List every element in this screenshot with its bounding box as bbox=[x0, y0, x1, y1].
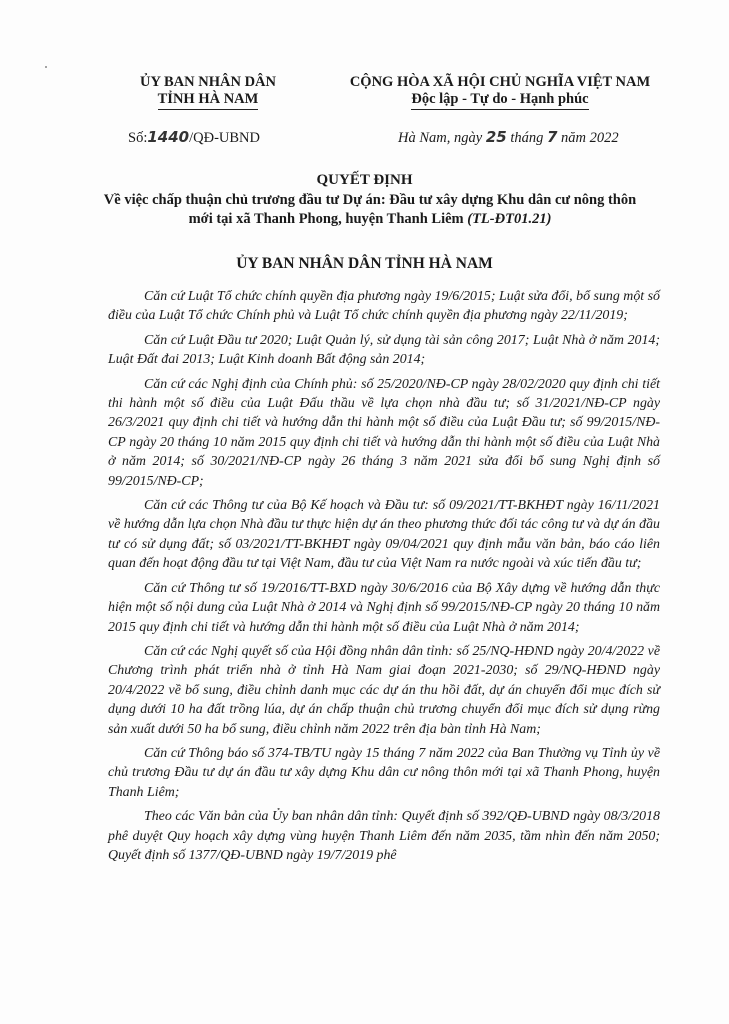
document-number bbox=[128, 128, 260, 147]
document-date bbox=[398, 128, 619, 147]
paragraph: Căn cứ Luật Đầu tư 2020; Luật Quản lý, sử dụng tài sản công 2017; Luật Nhà ở năm 2014; Luật Đất đai 2013; Luật Kinh doanh Bất động sản 2014; bbox=[108, 332, 660, 368]
date-month-label: tháng bbox=[510, 130, 544, 146]
date-month-handwritten: 7 bbox=[546, 128, 558, 146]
paragraph: Căn cứ Thông báo số 374-TB/TU ngày 15 tháng 7 năm 2022 của Ban Thường vụ Tỉnh ủy về chủ trương Đầu tư dự án đầu tư xây dựng Khu dân cư nông thôn mới tại xã Thanh Phong, huyện Thanh Liêm; bbox=[108, 745, 660, 800]
document-title: QUYẾT ĐỊNH bbox=[316, 172, 413, 188]
national-motto: Độc lập - Tự do - Hạnh phúc bbox=[411, 91, 588, 110]
issuer-heading: ỦY BAN NHÂN DÂN TỈNH HÀ NAM bbox=[236, 255, 493, 272]
paragraph: Căn cứ Thông tư số 19/2016/TT-BXD ngày 30/6/2016 của Bộ Xây dựng về hướng dẫn thực hiện một số nội dung của Luật Nhà ở 2014 và Nghị định số 99/2015/NĐ-CP ngày 20 tháng 10 năm 2015 quy định chi tiết và hướng dẫn thi hành một số điều của Luật Nhà ở năm 2014; bbox=[108, 580, 660, 635]
document-subtitle bbox=[90, 191, 650, 229]
agency-line-1: ỦY BAN NHÂN DÂN bbox=[139, 74, 276, 90]
national-header bbox=[310, 74, 690, 110]
legal-basis-body bbox=[108, 287, 660, 870]
doc-number-handwritten: 1440 bbox=[147, 128, 190, 146]
paragraph: Căn cứ Luật Tổ chức chính quyền địa phương ngày 19/6/2015; Luật sửa đổi, bổ sung một số điều của Luật Tổ chức Chính phủ và Luật Tổ chức chính quyền địa phương ngày 22/11/2019; bbox=[108, 289, 660, 324]
date-place: Hà Nam, ngày bbox=[398, 130, 483, 146]
country-name: CỘNG HÒA XÃ HỘI CHỦ NGHĨA VIỆT NAM bbox=[349, 74, 651, 90]
paragraph: Căn cứ các Nghị quyết số của Hội đồng nhân dân tỉnh: số 25/NQ-HĐND ngày 20/4/2022 về Chương trình phát triển nhà ở tỉnh Hà Nam giai đoạn 2021-2030; số 29/NQ-HĐND ngày 20/4/2022 về bổ sung, điều chỉnh danh mục các dự án thu hồi đất, dự án chuyển đổi mục đích sử dụng dưới 10 ha đất trồng lúa, dự án chấp thuận chủ trương chuyển đổi mục đích sử dụng rừng sản xuất dưới 50 ha bổ sung, điều chỉnh năm 2022 trên địa bàn tỉnh Hà Nam; bbox=[108, 643, 660, 737]
subtitle-text: Về việc chấp thuận chủ trương đầu tư Dự án: Đầu tư xây dựng Khu dân cư nông thôn mới tại xã Thanh Phong, huyện Thanh Liêm bbox=[103, 192, 637, 227]
doc-number-suffix: /QĐ-UBND bbox=[189, 130, 260, 146]
paragraph: Căn cứ các Thông tư của Bộ Kế hoạch và Đầu tư: số 09/2021/TT-BKHĐT ngày 16/11/2021 về hướng dẫn lựa chọn Nhà đầu tư thực hiện dự án theo phương thức đối tác công tư và dự án đầu tư có sử dụng đất; số 03/2021/TT-BKHĐT ngày 09/04/2021 quy định mẫu văn bản, báo cáo liên quan đến hoạt động đầu tư tại Việt Nam, đầu tư của Việt Nam ra nước ngoài và xúc tiến đầu tư; bbox=[108, 498, 660, 572]
date-year: năm 2022 bbox=[561, 130, 619, 146]
agency-line-2: TỈNH HÀ NAM bbox=[158, 91, 259, 110]
subtitle-reference: (TL-ĐT01.21) bbox=[467, 211, 552, 227]
issuing-agency bbox=[118, 74, 298, 110]
paragraph: Căn cứ các Nghị định của Chính phủ: số 25/2020/NĐ-CP ngày 28/02/2020 quy định chi tiết thi hành một số điều của Luật Đấu thầu về lựa chọn nhà đầu tư; số 31/2021/NĐ-CP ngày 26/3/2021 quy định chi tiết và hướng dẫn thi hành một số điều của Luật Đầu tư; số 99/2015/NĐ-CP ngày 20 tháng 10 năm 2015 quy định chi tiết và hướng dẫn thi hành một số điều của Luật Nhà ở năm 2014; số 30/2021/NĐ-CP ngày 26 tháng 3 năm 2021 sửa đổi bổ sung Nghị định số 99/2015/NĐ-CP; bbox=[108, 376, 660, 489]
paragraph: Theo các Văn bản của Ủy ban nhân dân tỉnh: Quyết định số 392/QĐ-UBND ngày 08/3/2018 phê duyệt Quy hoạch xây dựng vùng huyện Thanh Liêm đến năm 2035, tầm nhìn đến năm 2050; Quyết định số 1377/QĐ-UBND ngày 19/7/2019 phê bbox=[108, 809, 660, 863]
doc-number-prefix: Số: bbox=[128, 130, 148, 146]
date-day-handwritten: 25 bbox=[485, 128, 507, 146]
scan-speck bbox=[45, 66, 47, 68]
